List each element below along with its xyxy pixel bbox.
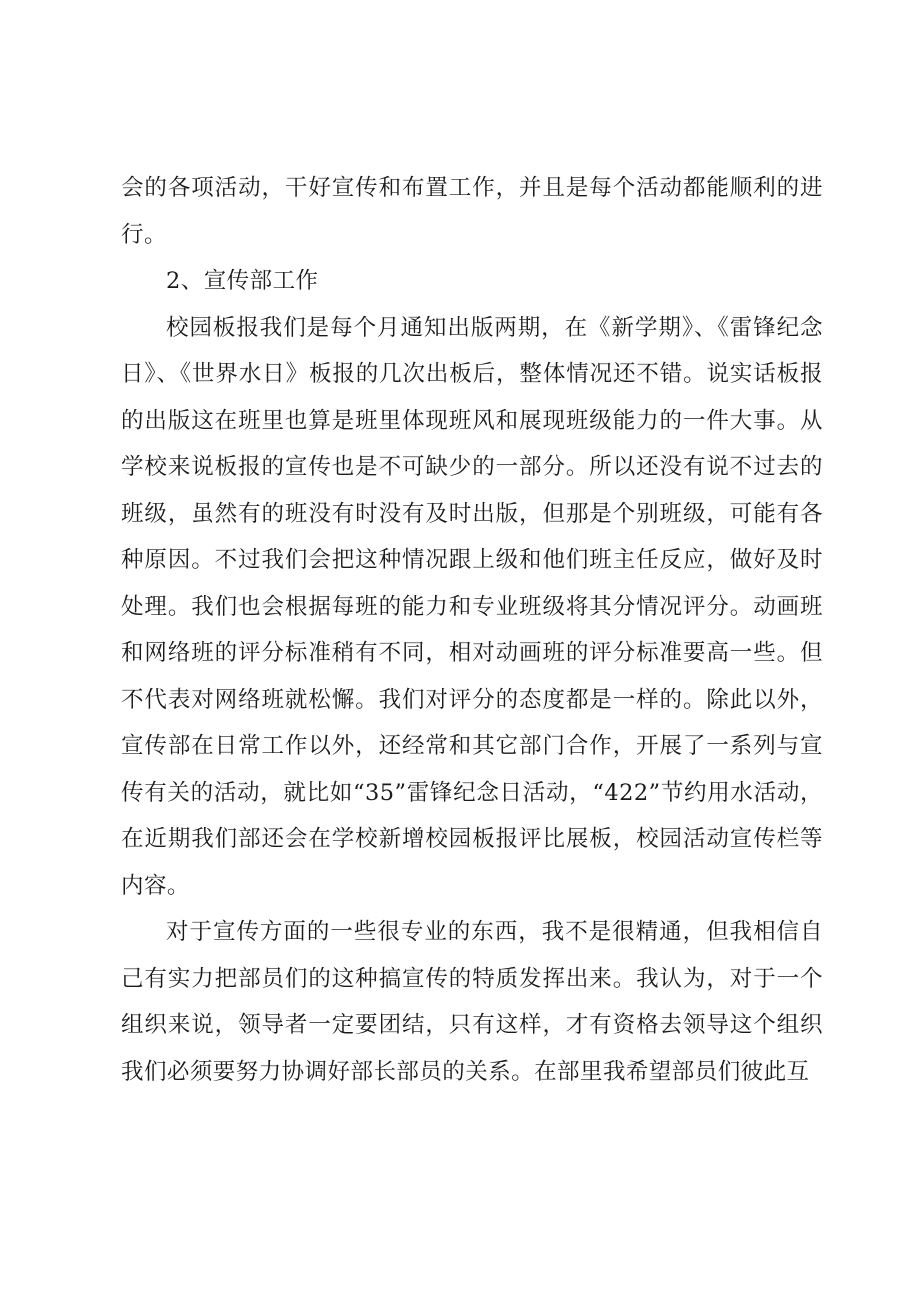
- section-heading: 2、宣传部工作: [166, 268, 319, 294]
- paragraph-blackboard-report: 校园板报我们是每个月通知出版两期，在《新学期》、《雷锋纪念日》、《世界水日》板报的几次出板后，整体情况还不错。说实话板报的出版这在班里也算是班里体现班风和展现班级能力的一件大事。从学校来说板报的宣传也是不可缺少的一部分。所以还没有说不过去的班级，虽然有的班没有时没有及时出版，但那是个别班级，可能有各种原因。不过我们会把这种情况跟上级和他们班主任反应，做好及时处理。我们也会根据每班的能力和专业班级将其分情况评分。动画班和网络班的评分标准稍有不同，相对动画班的评分标准要高一些。但不代表对网络班就松懈。我们对评分的态度都是一样的。除此以外，宣传部在日常工作以外，还经常和其它部门合作，开展了一系列与宣传有关的活动，就比如“35”雷锋纪念日活动，“422”节约用水活动，在近期我们部还会在学校新增校园板报评比展板，校园活动宣传栏等内容。: [121, 314, 823, 899]
- paragraph-outlook: 对于宣传方面的一些很专业的东西，我不是很精通，但我相信自己有实力把部员们的这种搞宣传的特质发挥出来。我认为，对于一个组织来说，领导者一定要团结，只有这样，才有资格去领导这个组织我们必须要努力协调好部长部员的关系。在部里我希望部员们彼此互: [121, 919, 823, 1085]
- paragraph-continuation: 会的各项活动，干好宣传和布置工作，并且是每个活动都能顺利的进行。: [121, 175, 823, 248]
- document-body: [121, 165, 823, 1095]
